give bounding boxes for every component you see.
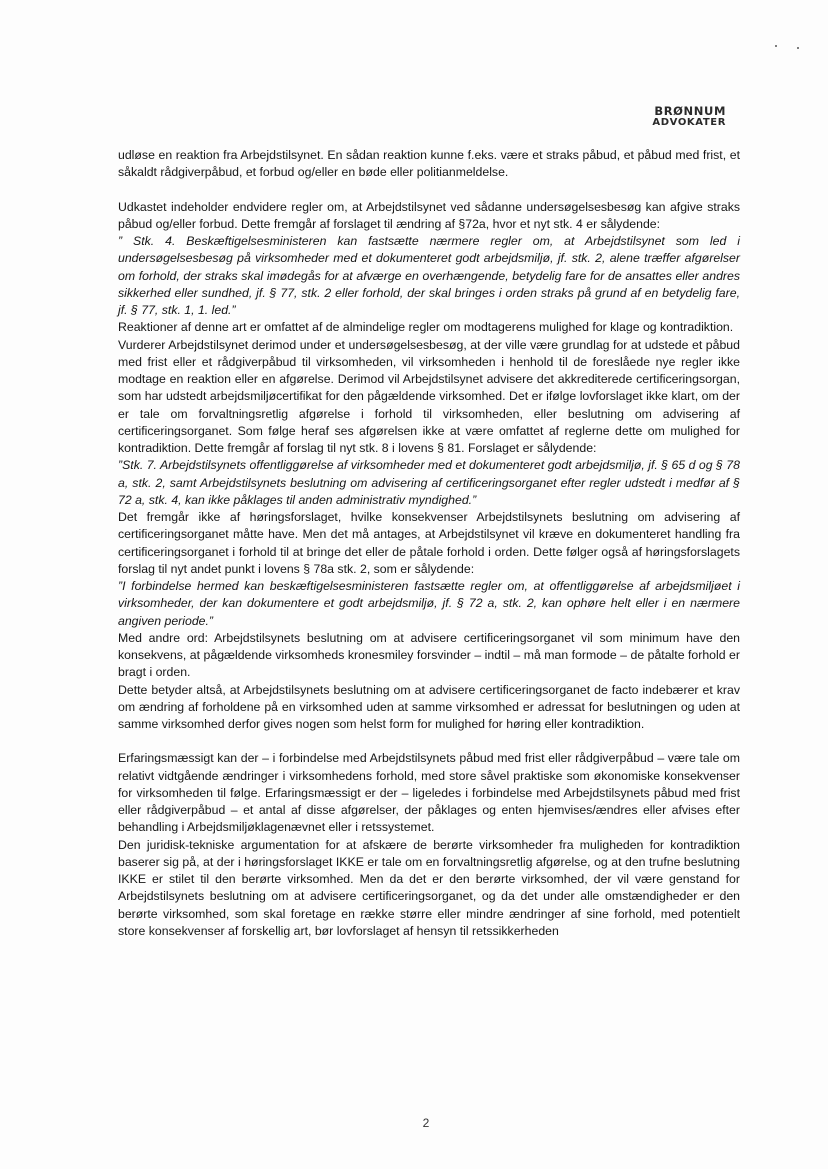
quoted-provision: ”Stk. 7. Arbejdstilsynets offentliggørelse af virksomheder med et dokumenteret godt arbejdsmiljø, jf. § 65 d og § 78 a, stk. 2, samt Arbejdstilsynets beslutning om advisering af certificeringsorganet efter regler udstedt i medfør af § 72 a, stk. 4, kan ikke påklages til anden administrativ myndighed.” xyxy=(118,458,740,507)
scan-speck xyxy=(797,47,799,49)
page-number: 2 xyxy=(422,1116,430,1130)
body-paragraph: Med andre ord: Arbejdstilsynets beslutning om at advisere certificeringsorganet vil som minimum have den konsekvens, at pågældende virksomheds kronesmiley forsvinder – indtil – må man formode – de påtalte forhold er bragt i orden. xyxy=(118,630,740,680)
quoted-provision: ”I forbindelse hermed kan beskæftigelsesministeren fastsætte regler om, at offentliggørelse af arbejdsmiljøet i virksomheder, der kan dokumentere et godt arbejdsmiljø, jf. § 72 a, stk. 2, kan ophøre helt eller i en nærmere angiven periode.” xyxy=(118,579,740,628)
scan-speck xyxy=(775,45,777,47)
body-paragraph: Reaktioner af denne art er omfattet af de almindelige regler om modtagerens mulighed for klage og kontradiktion. xyxy=(118,320,734,335)
body-paragraph: udløse en reaktion fra Arbejdstilsynet. En sådan reaktion kunne f.eks. være et straks påbud, et påbud med frist, et såkaldt rådgiverpåbud, et forbud og/eller en bøde eller politianmeldelse. xyxy=(118,148,740,180)
document-body xyxy=(118,147,740,940)
law-firm-logo xyxy=(640,106,726,128)
logo-subtitle: ADVOKATER xyxy=(652,117,726,128)
body-paragraph: Vurderer Arbejdstilsynet derimod under et undersøgelsesbesøg, at der ville være grundlag for at udstede et påbud med frist eller et rådgiverpåbud til virksomheden, vil virksomheden i henhold til de foreslåede nye regler ikke modtage en reaktion eller en afgørelse. Derimod vil Arbejdstilsynet advisere det akkrediterede certificeringsorgan, som har udstedt arbejdsmiljøcertifikat for den pågældende virksomhed. Det er ifølge lovforslaget ikke klart, om der er tale om forvaltningsretlig afgørelse i forhold til virksomheden, eller beslutning om advisering af certificeringsorganet. Som følge heraf ses afgørelsen ikke at være omfattet af reglerne dette om mulighed for kontradiktion. Dette fremgår af forslag til nyt stk. 8 i lovens § 81. Forslaget er sålydende: xyxy=(118,337,740,455)
body-paragraph: Udkastet indeholder endvidere regler om, at Arbejdstilsynet ved sådanne undersøgelsesbesøg kan afgive straks påbud og/eller forbud. Dette fremgår af forslaget til ændring af §72a, hvor et nyt stk. 4 er sålydende: xyxy=(118,199,740,231)
body-paragraph: Dette betyder altså, at Arbejdstilsynets beslutning om at advisere certificeringsorganet de facto indebærer et krav om ændring af forholdene på en virksomhed uden at samme virksomhed er adressat for beslutningen og uden at samme virksomhed derfor gives nogen som helst form for mulighed for høring eller kontradiktion. xyxy=(118,682,740,731)
body-paragraph: Det fremgår ikke af høringsforslaget, hvilke konsekvenser Arbejdstilsynets beslutning om advisering af certificeringsorganet måtte have. Men det må antages, at Arbejdstilsynet vil kræve en dokumenteret handling fra certificeringsorganet i forhold til at bringe det eller de påtale forhold i orden. Dette følger også af høringsforslagets forslag til nyt andet punkt i lovens § 78a stk. 2, som er sålydende: xyxy=(118,510,740,576)
quoted-provision: ” Stk. 4. Beskæftigelsesministeren kan fastsætte nærmere regler om, at Arbejdstilsynet som led i undersøgelsesbesøg på virksomheder med et dokumenteret godt arbejdsmiljø, jf. stk. 2, alene træffer afgørelser om forhold, der straks skal imødegås for at afværge en overhængende, betydelig fare for de ansattes eller andres sikkerhed eller sundhed, jf. § 77, stk. 2 eller forhold, der skal bringes i orden straks på grund af en betydelig fare, jf. § 77, stk. 1, 1. led.” xyxy=(118,234,740,317)
logo-name: BRØNNUM xyxy=(654,104,726,118)
body-paragraph: Den juridisk-tekniske argumentation for at afskære de berørte virksomheder fra muligheden for kontradiktion baserer sig på, at der i høringsforslaget IKKE er tale om en forvaltningsretlig afgørelse, og at den trufne beslutning IKKE er stilet til den berørte virksomhed. Men da det er den berørte virksomhed, der vil være genstand for Arbejdstilsynets beslutning om at advisere certificeringsorganet, og da det under alle omstændigheder er den berørte virksomhed, som skal foretage en række større eller mindre ændringer af sine forhold, med potentielt store konsekvenser af forskellig art, bør lovforslaget af hensyn til retssikkerheden xyxy=(118,837,740,938)
body-paragraph: Erfaringsmæssigt kan der – i forbindelse med Arbejdstilsynets påbud med frist eller rådgiverpåbud – være tale om relativt vidtgående ændringer i virksomhedens forhold, med store såvel praktiske som økonomiske konsekvenser for virksomheden til følge. Erfaringsmæssigt er der – ligeledes i forbindelse med Arbejdstilsynets påbud med frist eller rådgiverpåbud – et antal af disse afgørelser, der påklages og enten hjemvises/ændres eller afvises efter behandling i Arbejdsmiljøklagenævnet eller i retssystemet. xyxy=(118,751,740,835)
